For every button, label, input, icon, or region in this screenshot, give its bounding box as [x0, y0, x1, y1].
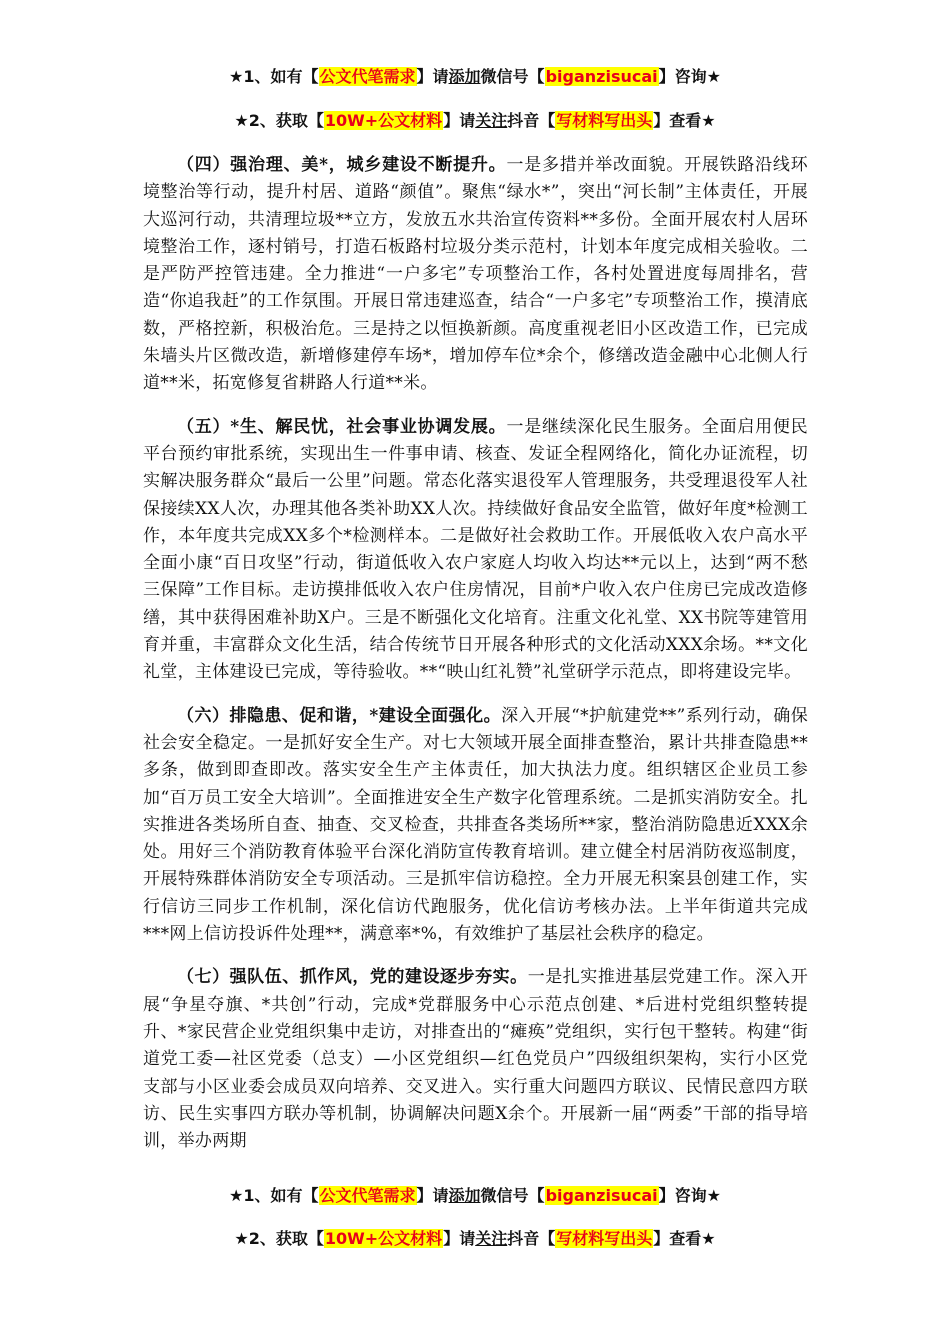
banner-underline-add: 添加 — [448, 67, 481, 86]
section-body: 一是继续深化民生服务。全面启用便民平台预约审批系统，实现出生一件事申请、核查、发证全程网络化，简化办证流程，切实解决服务群众“最后一公里”问题。常态化落实退役军人管理服务，共受理退役军人社保接续XX人次，办理其他各类补助XX人次。持续做好食品安全监管，做好年度*检测工作，本年度共完成XX多个*检测样本。二是做好社会救助工作。开展低收入农户高水平全面小康“百日攻坚”行动，街道低收入农户家庭人均收入均达**元以上，达到“两不愁三保障”工作目标。走访摸排低收入农户住房情况，目前*户收入农户住房已完成改造修缮，其中获得困难补助X户。三是不断强化文化培育。注重文化礼堂、XX书院等建管用育并重，丰富群众文化生活，结合传统节日开展各种形式的文化活动XXX余场。**文化礼堂，主体建设已完成，等待验收。**“映山红礼赞”礼堂研学示范点，即将建设完毕。 — [143, 416, 808, 683]
section-body: 深入开展“*护航建党**”系列行动，确保社会安全稳定。一是抓好安全生产。对七大领域开展全面排查整治，累计共排查隐患**多条，做到即查即改。落实安全生产主体责任，加大执法力度。组织辖区企业员工参加“百万员工安全大培训”。全面推进安全生产数字化管理系统。二是抓实消防安全。扎实推进各类场所自查、抽查、交叉检查，共排查各类场所**家，整治消防隐患近XXX余处。用好三个消防教育体验平台深化消防宣传教育培训。建立健全村居消防夜巡制度，开展特殊群体消防安全专项活动。三是抓牢信访稳控。全力开展无积案县创建工作，实行信访三同步工作机制，深化信访代跑服务，优化信访考核办法。上半年街道共完成***网上信访投诉件处理**，满意率*%，有效维护了基层社会秩序的稳定。 — [143, 705, 809, 945]
banner-underline-follow: 关注 — [475, 111, 508, 130]
section-body: 一是扎实推进基层党建工作。深入开展“争星夺旗、*共创”行动，完成*党群服务中心示范点创建、*后进村党组织整转提升、*家民营企业党组织集中走访，对排查出的“瘫痪”党组织，实行包干整转。构建“街道党工委—社区党委（总支）—小区党组织—红色党员户”四级组织架构，实行小区党支部与小区业委会成员双向培养、交叉进入。实行重大问题四方联议、民情民意四方联访、民生实事四方联办等机制，协调解决问题X余个。开展新一届“两委”干部的指导培训，举办两期 — [143, 967, 808, 1152]
banner-suffix: 】查看★ — [653, 111, 716, 130]
banner-suffix: 】咨询★ — [658, 1186, 721, 1205]
banner-text: 】请 — [416, 1186, 449, 1205]
section-heading: （六）排隐患、促和谐，*建设全面强化。 — [177, 705, 502, 726]
banner-underline-add: 添加 — [448, 1186, 481, 1205]
section-heading: （七）强队伍、抓作风，党的建设逐步夯实。 — [177, 967, 528, 988]
bottom-banner-line-1 — [0, 1185, 950, 1207]
document-body — [143, 152, 808, 1155]
banner-text: 微信号【 — [480, 1186, 545, 1205]
section-heading: （四）强治理、美*，城乡建设不断提升。 — [177, 155, 507, 175]
banner-text: 】请 — [443, 1229, 476, 1248]
banner-suffix: 】咨询★ — [658, 67, 721, 86]
section-body: 一是多措并举改面貌。开展铁路沿线环境整治等行动，提升村居、道路“颜值”。聚焦“绿水*”，突出“河长制”主体责任，开展大巡河行动，共清理垃圾**立方，发放五水共治宣传资料**多份。全面开展农村人居环境整治工作，逐村销号，打造石板路村垃圾分类示范村，计划本年度完成相关验收。二是严防严控管违建。全力推进“一户多宅”专项整治工作，各村处置进度每周排名，营造“你追我赶”的工作氛围。开展日常违建巡查，结合“一户多宅”专项整治工作，摸清底数，严格控新，积极治危。三是持之以恒换新颜。高度重视老旧小区改造工作，已完成朱墙头片区微改造，新增修建停车场*，增加停车位*余个，修缮改造金融中心北侧人行道**米，拓宽修复省耕路人行道**米。 — [143, 155, 808, 394]
banner-highlight-materials: 10W+公文材料 — [324, 1229, 443, 1248]
bottom-banner-line-2 — [0, 1228, 950, 1250]
banner-text: 抖音【 — [507, 1229, 556, 1248]
paragraph-section-6 — [143, 703, 808, 949]
banner-suffix: 】查看★ — [653, 1229, 716, 1248]
banner-text: 微信号【 — [480, 67, 545, 86]
section-heading: （五）*生、解民忧，社会事业协调发展。 — [177, 416, 507, 437]
banner-text: 】请 — [443, 111, 476, 130]
banner-text: 】请 — [416, 67, 449, 86]
banner-prefix: ★2、获取【 — [234, 1229, 324, 1248]
banner-highlight-ghostwriting: 公文代笔需求 — [319, 1186, 416, 1205]
banner-prefix: ★2、获取【 — [234, 111, 324, 130]
banner-prefix: ★1、如有【 — [229, 67, 319, 86]
banner-highlight-douyin-id: 写材料写出头 — [556, 111, 653, 130]
banner-highlight-douyin-id: 写材料写出头 — [556, 1229, 653, 1248]
paragraph-section-7 — [143, 964, 808, 1155]
top-banner-line-2 — [0, 110, 950, 132]
banner-highlight-materials: 10W+公文材料 — [324, 111, 443, 130]
banner-highlight-ghostwriting: 公文代笔需求 — [319, 67, 416, 86]
banner-underline-follow: 关注 — [475, 1229, 508, 1248]
banner-prefix: ★1、如有【 — [229, 1186, 319, 1205]
banner-text: 抖音【 — [507, 111, 556, 130]
paragraph-section-4 — [143, 152, 808, 398]
banner-highlight-wechat-id: biganzisucai — [545, 67, 658, 86]
banner-highlight-wechat-id: biganzisucai — [545, 1186, 658, 1205]
paragraph-section-5 — [143, 414, 808, 687]
top-banner-line-1 — [0, 66, 950, 88]
